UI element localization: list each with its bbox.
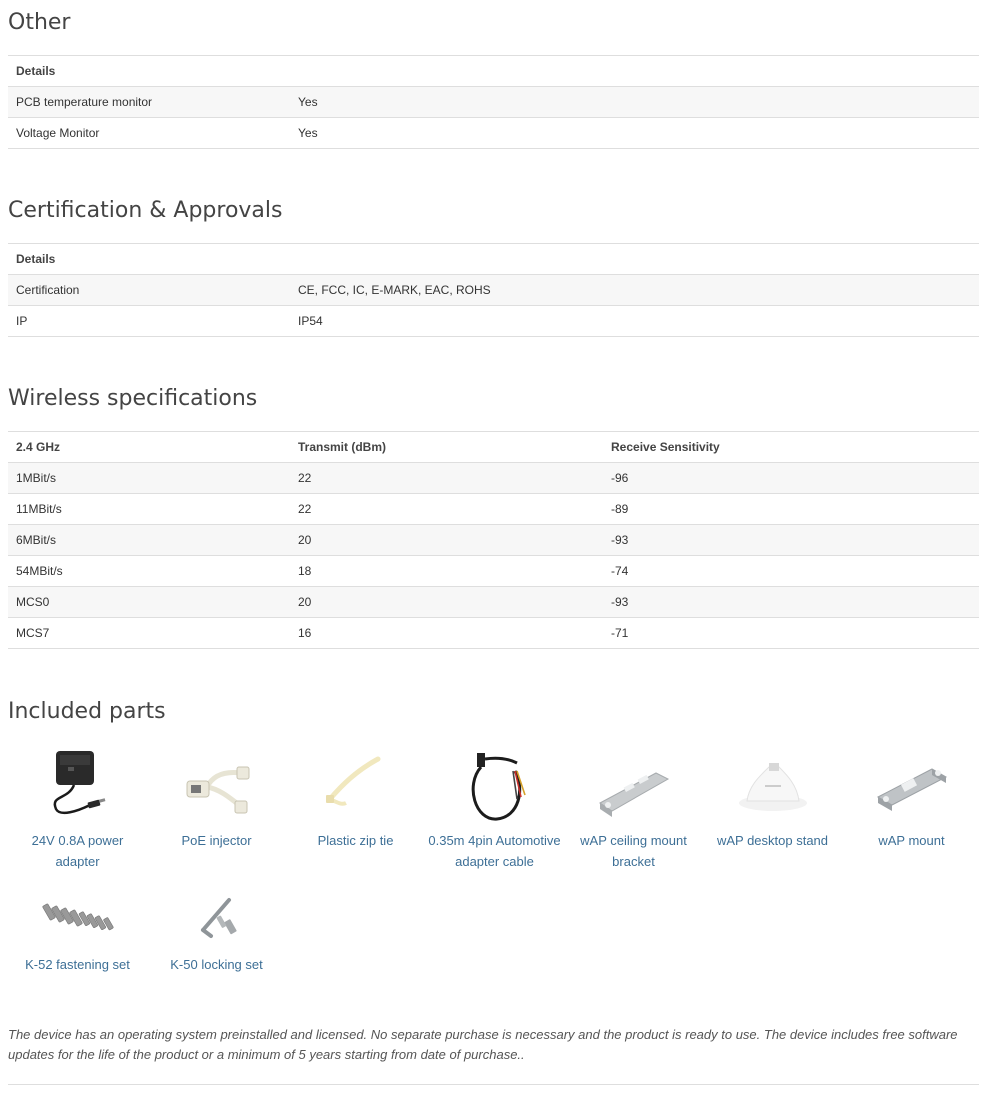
table-row — [8, 118, 979, 149]
spec-value: CE, FCC, IC, E-MARK, EAC, ROHS — [290, 275, 979, 306]
licensing-note: The device has an operating system preinstalled and licensed. No separate purchase is necessary and the product is ready to use. The device includes free software updates for the life of the product or a minimum of 5 years starting from date of purchase.. — [8, 1027, 958, 1062]
table-header-details: Details — [8, 56, 979, 87]
sensitivity-cell: -93 — [603, 525, 979, 556]
spec-name: IP — [8, 306, 290, 337]
sensitivity-cell: -93 — [603, 587, 979, 618]
part-desktop-stand[interactable] — [703, 740, 842, 851]
part-ceiling-bracket[interactable] — [564, 740, 703, 872]
part-label[interactable]: K-52 fastening set — [25, 957, 130, 972]
table-row — [8, 306, 979, 337]
rate-cell: 6MBit/s — [8, 525, 290, 556]
fastening-set-icon[interactable] — [8, 874, 147, 954]
zip-tie-icon[interactable] — [286, 740, 425, 830]
spec-value: Yes — [290, 118, 979, 149]
desktop-stand-icon[interactable] — [703, 740, 842, 830]
column-header-sensitivity: Receive Sensitivity — [603, 432, 979, 463]
rate-cell: 11MBit/s — [8, 494, 290, 525]
table-row — [8, 275, 979, 306]
section-title-certification: Certification & Approvals — [8, 198, 283, 223]
parts-section — [8, 697, 979, 727]
sensitivity-cell: -71 — [603, 618, 979, 649]
section-title-wireless: Wireless specifications — [8, 386, 258, 411]
column-header-band: 2.4 GHz — [8, 432, 290, 463]
transmit-cell: 20 — [290, 587, 603, 618]
part-label[interactable]: K-50 locking set — [170, 957, 263, 972]
sensitivity-cell: -96 — [603, 463, 979, 494]
table-row — [8, 463, 979, 494]
wireless-table — [8, 431, 979, 649]
table-header-row — [8, 56, 979, 87]
part-poe-injector[interactable] — [147, 740, 286, 851]
part-label[interactable]: PoE injector — [181, 833, 252, 848]
transmit-cell: 18 — [290, 556, 603, 587]
poe-injector-icon[interactable] — [147, 740, 286, 830]
parts-grid — [8, 740, 979, 990]
part-locking-set[interactable] — [147, 874, 286, 975]
certification-section — [8, 196, 979, 337]
column-header-transmit: Transmit (dBm) — [290, 432, 603, 463]
sensitivity-cell: -89 — [603, 494, 979, 525]
table-row — [8, 618, 979, 649]
wap-mount-icon[interactable] — [842, 740, 981, 830]
spec-name: PCB temperature monitor — [8, 87, 290, 118]
section-title-other: Other — [8, 10, 71, 35]
part-wap-mount[interactable] — [842, 740, 981, 851]
part-label[interactable]: Plastic zip tie — [317, 833, 394, 848]
rate-cell: MCS0 — [8, 587, 290, 618]
transmit-cell: 16 — [290, 618, 603, 649]
other-section — [8, 8, 979, 149]
locking-set-icon[interactable] — [147, 874, 286, 954]
table-row — [8, 587, 979, 618]
table-row — [8, 494, 979, 525]
part-power-adapter[interactable] — [8, 740, 147, 872]
table-header-row — [8, 432, 979, 463]
rate-cell: MCS7 — [8, 618, 290, 649]
spec-name: Voltage Monitor — [8, 118, 290, 149]
table-row — [8, 525, 979, 556]
spec-value: IP54 — [290, 306, 979, 337]
table-header-row — [8, 244, 979, 275]
divider — [8, 1084, 979, 1085]
transmit-cell: 22 — [290, 463, 603, 494]
power-adapter-icon[interactable] — [8, 740, 147, 830]
rate-cell: 1MBit/s — [8, 463, 290, 494]
wireless-section — [8, 384, 979, 649]
transmit-cell: 22 — [290, 494, 603, 525]
part-label[interactable]: wAP desktop stand — [716, 833, 829, 848]
part-fastening-set[interactable] — [8, 874, 147, 975]
ceiling-bracket-icon[interactable] — [564, 740, 703, 830]
table-header-details: Details — [8, 244, 979, 275]
part-label[interactable]: wAP ceiling mount bracket — [580, 833, 687, 869]
spec-value: Yes — [290, 87, 979, 118]
certification-table — [8, 243, 979, 337]
section-title-parts: Included parts — [8, 699, 166, 724]
spec-name: Certification — [8, 275, 290, 306]
adapter-cable-icon[interactable] — [425, 740, 564, 830]
rate-cell: 54MBit/s — [8, 556, 290, 587]
other-table — [8, 55, 979, 149]
part-label[interactable]: 24V 0.8A power adapter — [31, 833, 124, 869]
part-label[interactable]: wAP mount — [878, 833, 945, 848]
part-zip-tie[interactable] — [286, 740, 425, 851]
sensitivity-cell: -74 — [603, 556, 979, 587]
table-row — [8, 87, 979, 118]
part-label[interactable]: 0.35m 4pin Automotive adapter cable — [428, 833, 561, 869]
transmit-cell: 20 — [290, 525, 603, 556]
table-row — [8, 556, 979, 587]
part-adapter-cable[interactable] — [425, 740, 564, 872]
